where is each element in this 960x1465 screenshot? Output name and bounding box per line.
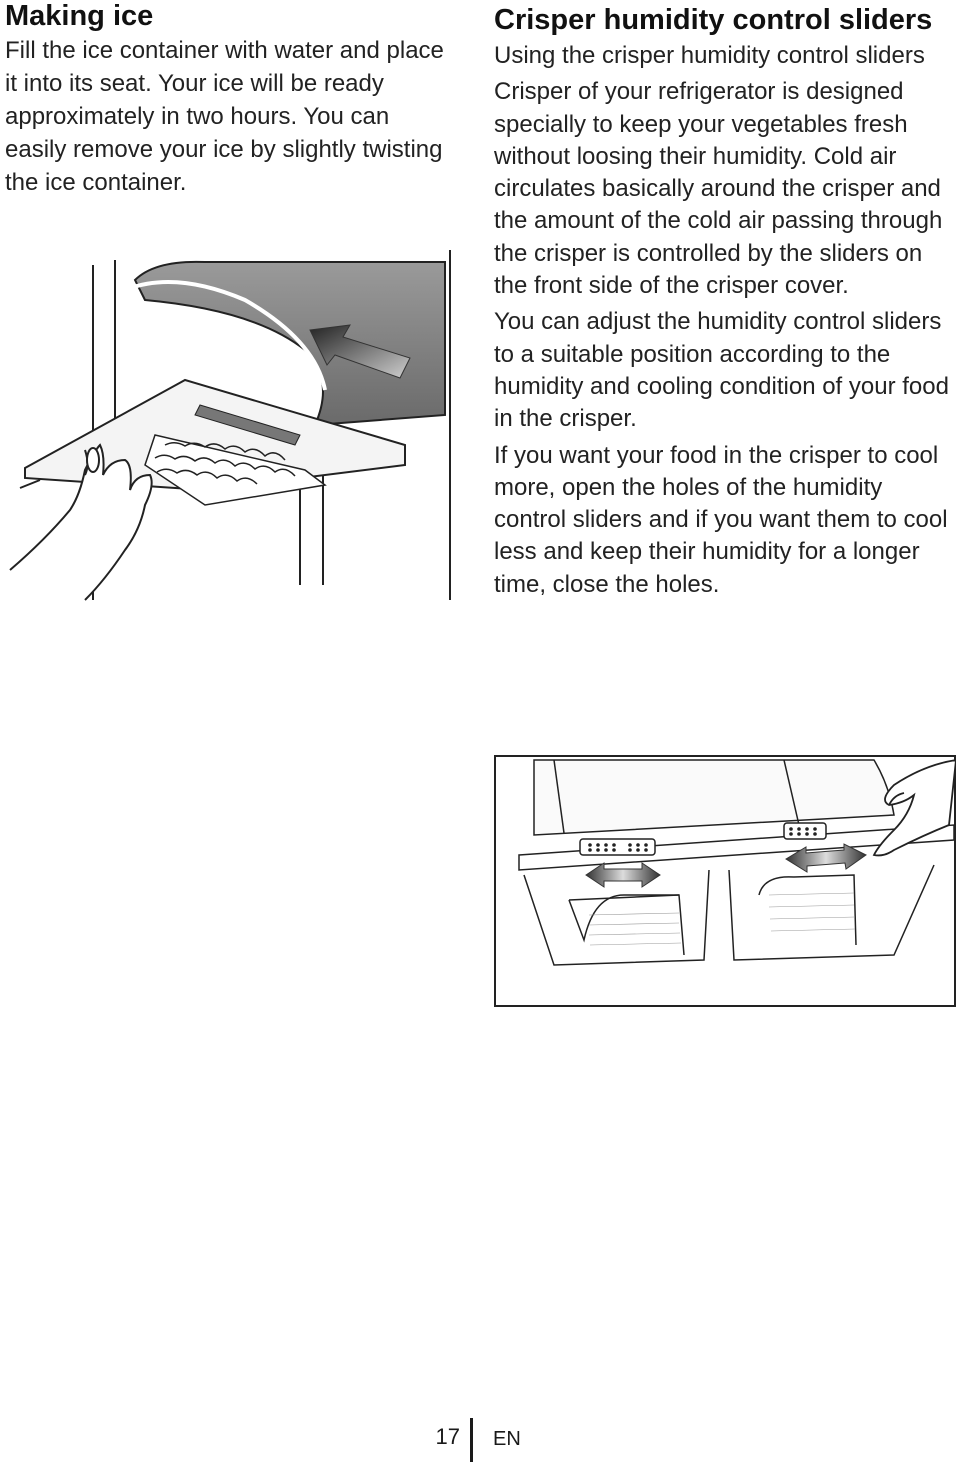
making-ice-title: Making ice xyxy=(5,0,154,32)
crisper-section xyxy=(494,4,949,601)
crisper-paragraph-3: If you want your food in the crisper to cool more, open the holes of the humidity control sliders and if you want them to cool less and keep their humidity for a longer time, close the holes. xyxy=(494,441,948,598)
footer-divider xyxy=(470,1418,473,1462)
crisper-sliders-illustration xyxy=(494,755,956,1007)
page-number: 17 xyxy=(435,1424,460,1449)
making-ice-body: Fill the ice container with water and place it into its seat. Your ice will be ready approximately in two hours. You can easily remove your ice by slightly twisting the ice container. xyxy=(5,37,444,196)
ice-tray-illustration xyxy=(5,240,455,610)
crisper-subtitle: Using the crisper humidity control sliders xyxy=(494,42,925,69)
language-label: EN xyxy=(493,1428,521,1450)
making-ice-section xyxy=(5,0,445,199)
crisper-title: Crisper humidity control sliders xyxy=(494,4,933,36)
crisper-paragraph-1: Crisper of your refrigerator is designed specially to keep your vegetables fresh without loosing their humidity. Cold air circulates basically around the crisper and the amount of the cold air passing through the crisper is controlled by the sliders on the front side of the crisper cover. xyxy=(494,78,943,300)
crisper-paragraph-2: You can adjust the humidity control sliders to a suitable position according to the humidity and cooling condition of your food in the crisper. xyxy=(494,308,949,433)
